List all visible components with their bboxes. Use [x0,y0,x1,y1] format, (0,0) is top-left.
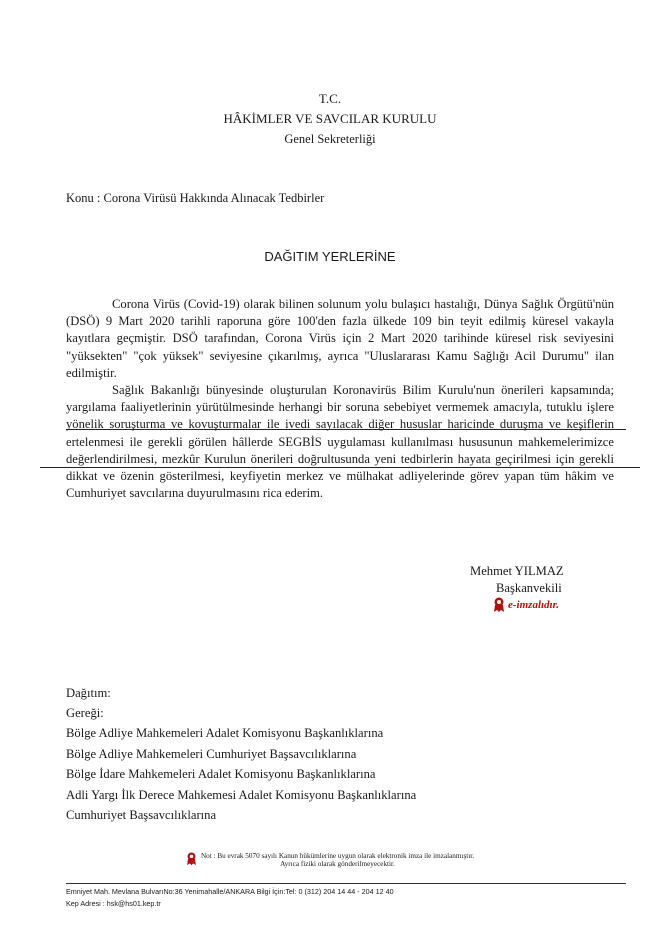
e-signature-badge [493,597,559,613]
distribution-label: Dağıtım: [66,686,111,700]
distribution-item: Cumhuriyet Başsavcılıklarına [66,808,217,822]
paragraph-2: Sağlık Bakanlığı bünyesinde oluşturulan Koronavirüs Bilim Kurulu'nun önerileri kapsamında; yargılama faaliyetlerinin yürütülmesinde herhangi bir soruna sebebiyet vermemek amacıyla, tutuklu işlere yönelik soruşturma ve kovuşturmalar ile ivedi sayılacak diğer hususlar haricinde duruşma ve keşiflerin ertelenmesi ile gerekli görülen hâllerde SEGBİS uygulaması kullanılması hususunun mahkemelerimizce değerlendirilmesi, mezkûr Kurulun önerileri doğrultusunda yeni tedbirlerin hayata geçirilmesi için gerekli dikkat ve özenin gösterilmesi, keyfiyetin merkez ve mülhakat adliyelerinde görev yapan tüm hâkim ve Cumhuriyet savcılarına duyurulmasını rica ederim. [66,383,614,501]
distribution-item: Bölge İdare Mahkemeleri Adalet Komisyonu Başkanlıklarına [66,767,376,781]
note-line-2: Ayrıca fiziki olarak gönderilmeyecektir. [280,860,395,868]
subject-line: Konu : Corona Virüsü Hakkında Alınacak Tedbirler [66,191,325,205]
footer-divider [66,883,626,884]
distribution-item: Bölge Adliye Mahkemeleri Cumhuriyet Başsavcılıklarına [66,747,357,761]
distribution-item: Adli Yargı İlk Derece Mahkemesi Adalet Komisyonu Başkanlıklarına [66,788,417,802]
seal-icon [493,597,505,613]
distribution-geregi: Gereği: [66,706,104,720]
signer-title: Başkanvekili [496,581,562,595]
distribution-item: Bölge Adliye Mahkemeleri Adalet Komisyonu Başkanlıklarına [66,726,384,740]
header-country: T.C. [318,91,342,106]
paragraph-1: Corona Virüs (Covid-19) olarak bilinen solunum yolu bulaşıcı hastalığı, Dünya Sağlık Örgütü'nün (DSÖ) 9 Mart 2020 tarihli raporuna göre 100'den fazla ülkede 109 bin teyit edilmiş küresel vakayla kayıtlara geçmiştir. DSÖ tarafından, Corona Virüs için 2 Mart 2020 tarihinde küresel risk seviyesini "yüksekten" "çok yüksek" seviyesine çıkarılmış, ayrıca "Uluslararası Kamu Sağlığı Acil Durumu" ilan edilmiştir. [66,297,614,380]
underline-1 [66,429,626,430]
e-signature-note [0,852,660,868]
note-seal-icon [186,852,197,866]
e-sign-label: e-imzalıdır. [508,599,560,611]
underline-2 [40,467,640,468]
note-line-1: Not : Bu evrak 5070 sayılı Kanun hükümlerine uygun olarak elektronik imza ile imzalanmıştır. [200,852,475,860]
distribution-title: DAĞITIM YERLERİNE [264,249,396,264]
header-department: Genel Sekreterliği [284,132,376,146]
header-institution: HÂKİMLER VE SAVCILAR KURULU [223,111,437,126]
footer-address: Emniyet Mah. Mevlana BulvarıNo:36 Yenimahalle/ANKARA Bilgi İçin:Tel: 0 (312) 204 14 44 - 204 12 40 [66,887,394,896]
footer-kep: Kep Adresi : hsk@hs01.kep.tr [66,899,161,908]
signer-name: Mehmet YILMAZ [470,564,564,578]
